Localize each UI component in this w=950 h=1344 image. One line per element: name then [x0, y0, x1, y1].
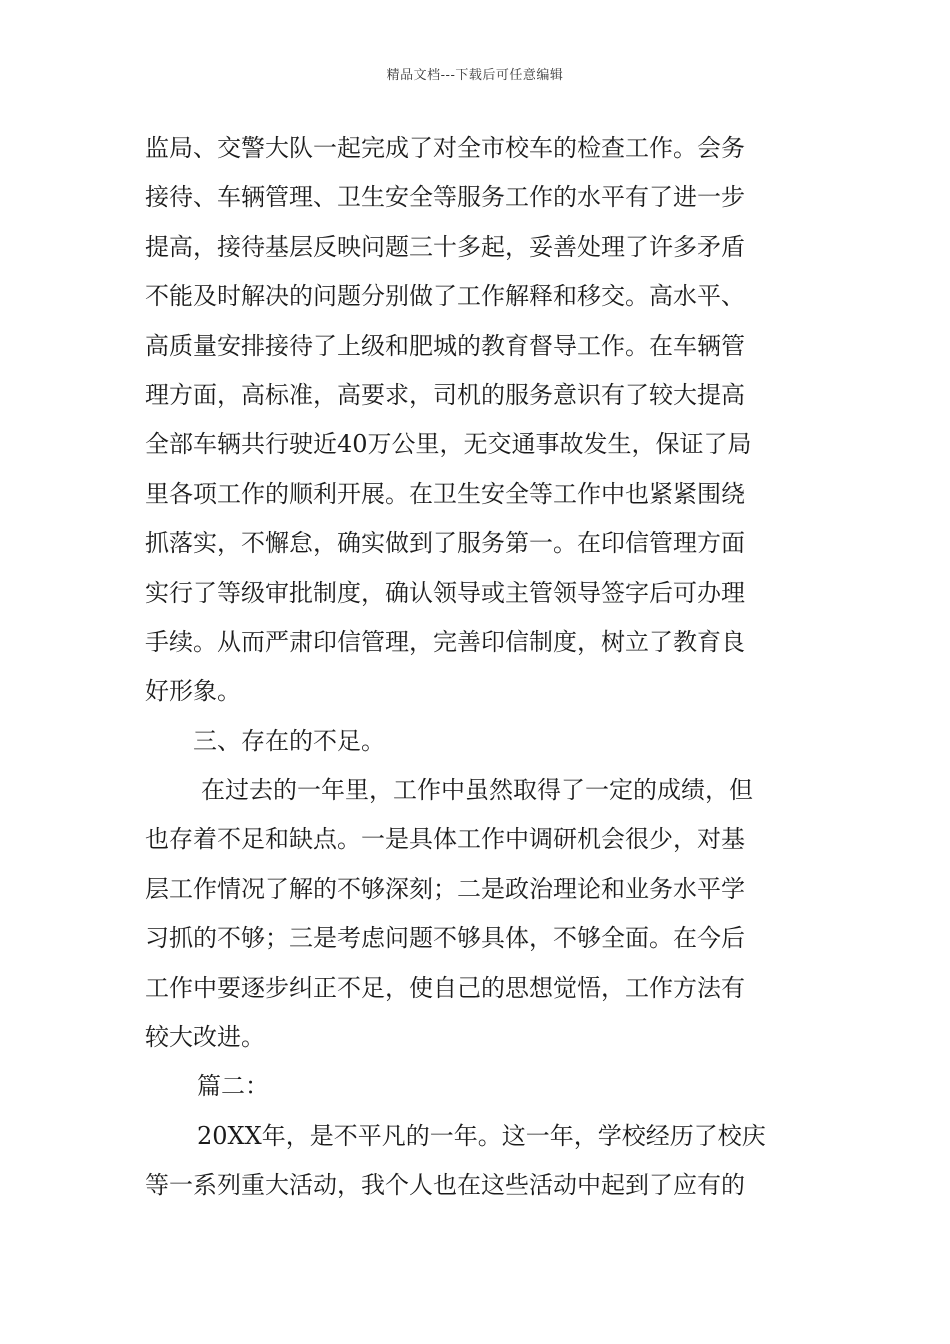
text-line: 监局、交警大队一起完成了对全市校车的检查工作。会务 [145, 134, 745, 162]
text-line: 也存着不足和缺点。一是具体工作中调研机会很少，对基 [145, 825, 745, 854]
document-body [145, 124, 810, 1211]
text-line: 不能及时解决的问题分别做了工作解释和移交。高水平、 [145, 282, 745, 311]
section-heading: 三、存在的不足。 [193, 726, 385, 755]
text-line: 手续。从而严肃印信管理，完善印信制度，树立了教育良 [145, 627, 745, 656]
text-line: 理方面，高标准，高要求，司机的服务意识有了较大提高 [145, 380, 745, 409]
text-line: 层工作情况了解的不够深刻；二是政治理论和业务水平学 [145, 874, 745, 903]
paragraph-first-line: 在过去的一年里，工作中虽然取得了一定的成绩，但 [201, 776, 753, 805]
text-line: 较大改进。 [145, 1023, 265, 1052]
text-line: 好形象。 [145, 677, 241, 706]
text-line: 全部车辆共行驶近40万公里，无交通事故发生，保证了局 [145, 430, 752, 459]
text-line: 提高，接待基层反映问题三十多起，妥善处理了许多矛盾 [145, 232, 745, 261]
page-header: 精品文档---下载后可任意编辑 [386, 68, 564, 83]
text-line: 实行了等级审批制度，确认领导或主管领导签字后可办理 [145, 578, 745, 607]
paragraph-first-line: 20XX年，是不平凡的一年。这一年，学校经历了校庆 [197, 1121, 766, 1150]
text-line: 习抓的不够；三是考虑问题不够具体，不够全面。在今后 [145, 924, 745, 953]
text-line: 抓落实，不懈怠，确实做到了服务第一。在印信管理方面 [145, 529, 745, 558]
part-heading: 篇二： [197, 1072, 269, 1101]
text-line: 高质量安排接待了上级和肥城的教育督导工作。在车辆管 [145, 331, 745, 360]
text-line: 等一系列重大活动，我个人也在这些活动中起到了应有的 [145, 1171, 745, 1200]
text-line: 工作中要逐步纠正不足，使自己的思想觉悟，工作方法有 [145, 973, 745, 1002]
text-line: 接待、车辆管理、卫生安全等服务工作的水平有了进一步 [145, 183, 745, 212]
text-line: 里各项工作的顺利开展。在卫生安全等工作中也紧紧围绕 [145, 479, 745, 508]
